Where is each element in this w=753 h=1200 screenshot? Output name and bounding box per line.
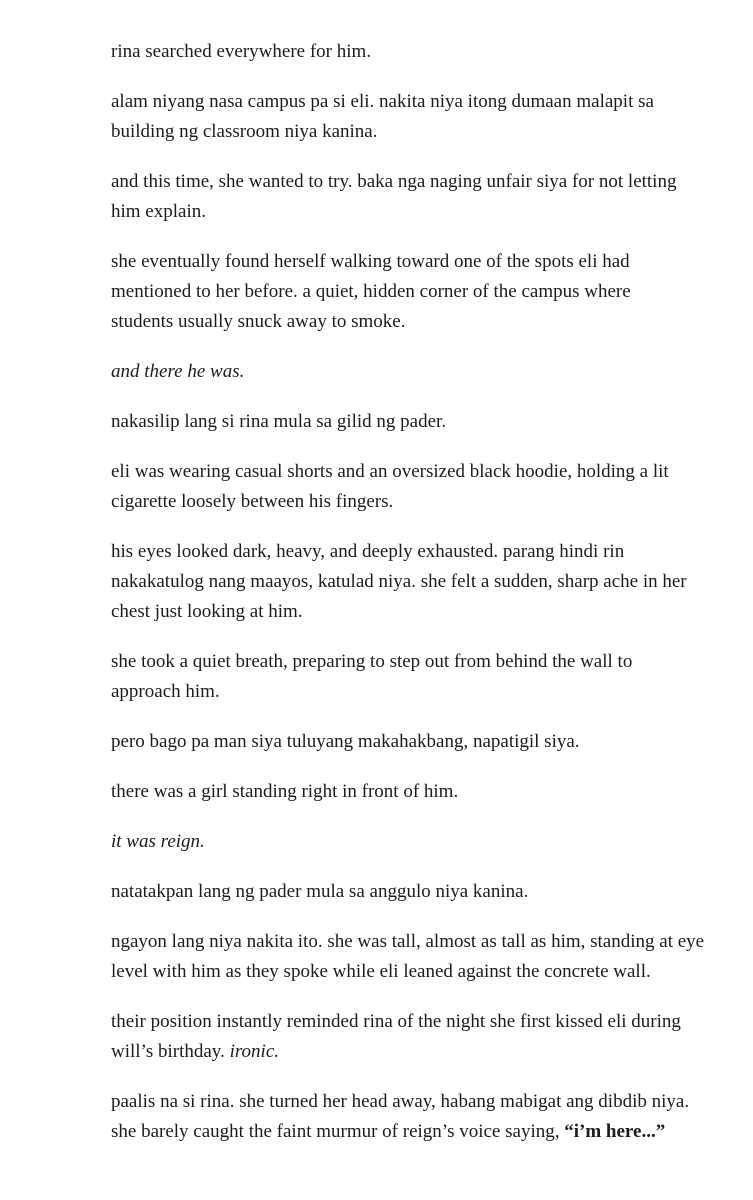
- text-line: eli was wearing casual shorts and an oversized black hoodie, holding a lit: [111, 461, 669, 482]
- paragraph-8: [111, 537, 723, 627]
- paragraph-11: [111, 777, 723, 807]
- paragraph-4: [111, 247, 723, 337]
- text-line: paalis na si rina. she turned her head away, habang mabigat ang dibdib niya.: [111, 1091, 690, 1112]
- text-line: his eyes looked dark, heavy, and deeply exhausted. parang hindi rin: [111, 541, 625, 562]
- text-line: their position instantly reminded rina of the night she first kissed eli during: [111, 1011, 681, 1032]
- text-line: mentioned to her before. a quiet, hidden corner of the campus where: [111, 281, 631, 302]
- paragraph-7: [111, 457, 723, 517]
- paragraph-9: [111, 647, 723, 707]
- paragraph-15: [111, 1007, 723, 1067]
- text-line: she eventually found herself walking toward one of the spots eli had: [111, 251, 630, 272]
- paragraph-3: [111, 167, 723, 227]
- italic-text-line: it was reign.: [111, 831, 205, 852]
- text-fragment: will’s birthday.: [111, 1041, 230, 1062]
- italic-fragment: ironic.: [229, 1041, 280, 1062]
- text-line: she took a quiet breath, preparing to step out from behind the wall to: [111, 651, 633, 672]
- paragraph-5: [111, 357, 723, 387]
- italic-text-line: and there he was.: [111, 361, 245, 382]
- paragraph-13: [111, 877, 723, 907]
- text-line: chest just looking at him.: [111, 601, 303, 622]
- text-line: rina searched everywhere for him.: [111, 41, 372, 62]
- text-line: nakasilip lang si rina mula sa gilid ng pader.: [111, 411, 447, 432]
- paragraph-2: [111, 87, 723, 147]
- text-line: ngayon lang niya nakita ito. she was tall, almost as tall as him, standing at eye: [111, 931, 705, 952]
- text-line: [111, 1117, 723, 1147]
- paragraph-1: [111, 37, 723, 67]
- text-line: and this time, she wanted to try. baka nga naging unfair siya for not letting: [111, 171, 677, 192]
- text-line: him explain.: [111, 201, 206, 222]
- paragraph-10: [111, 727, 723, 757]
- text-line: there was a girl standing right in front of him.: [111, 781, 459, 802]
- text-line: level with him as they spoke while eli leaned against the concrete wall.: [111, 961, 651, 982]
- text-line: approach him.: [111, 681, 220, 702]
- paragraph-6: [111, 407, 723, 437]
- text-fragment: she barely caught the faint murmur of reign’s voice saying,: [111, 1121, 565, 1142]
- text-line: alam niyang nasa campus pa si eli. nakita niya itong dumaan malapit sa: [111, 91, 654, 112]
- text-line: pero bago pa man siya tuluyang makahakbang, napatigil siya.: [111, 731, 580, 752]
- paragraph-14: [111, 927, 723, 987]
- bold-quote-fragment: “i’m here...”: [564, 1121, 666, 1142]
- paragraph-16: [111, 1087, 723, 1147]
- paragraph-12: [111, 827, 723, 857]
- text-line: natatakpan lang ng pader mula sa anggulo niya kanina.: [111, 881, 529, 902]
- text-line: nakakatulog nang maayos, katulad niya. she felt a sudden, sharp ache in her: [111, 571, 687, 592]
- text-line: [111, 1037, 723, 1067]
- text-line: building ng classroom niya kanina.: [111, 121, 378, 142]
- text-line: students usually snuck away to smoke.: [111, 311, 406, 332]
- text-line: cigarette loosely between his fingers.: [111, 491, 394, 512]
